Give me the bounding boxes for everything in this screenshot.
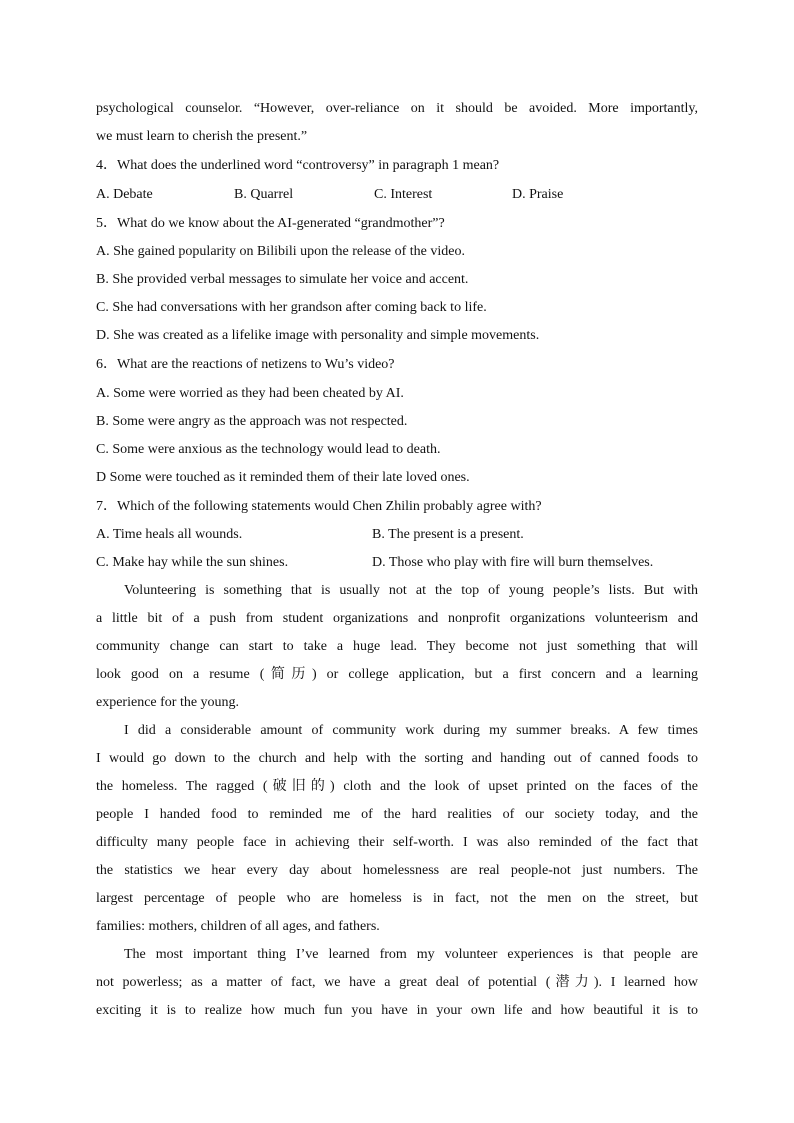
question-6: [96, 350, 698, 492]
passage-line: people I handed food to reminded me of the hard realities of our society today, and the: [96, 807, 698, 822]
question-stem: 7．Which of the following statements would Chen Zhilin probably agree with?: [96, 498, 542, 514]
question-stem: 4．What does the underlined word “controversy” in paragraph 1 mean?: [96, 158, 500, 173]
option-a[interactable]: A. She gained popularity on Bilibili upon the release of the video.: [96, 244, 465, 259]
option-c[interactable]: C. Interest: [374, 186, 433, 202]
passage-line: look good on a resume (简历) or college application, but a first concern and a learning: [96, 667, 698, 682]
paragraph-1: [96, 577, 698, 717]
passage-line: psychological counselor. “However, over-reliance on it should be avoided. More importantly,: [96, 101, 698, 116]
passage-line: not powerless; as a matter of fact, we have a great deal of potential (潜力). I learned how: [96, 975, 698, 990]
option-c[interactable]: C. Some were anxious as the technology would lead to death.: [96, 441, 441, 457]
option-d[interactable]: D Some were touched as it reminded them of their late loved ones.: [96, 469, 470, 485]
option-a[interactable]: A. Time heals all wounds.: [96, 527, 243, 542]
passage-line: families: mothers, children of all ages, and fathers.: [96, 919, 380, 934]
options-row: [96, 549, 698, 577]
passage-line: I did a considerable amount of community work during my summer breaks. A few times: [124, 723, 698, 738]
option-d[interactable]: D. She was created as a lifelike image with personality and simple movements.: [96, 328, 540, 343]
question-7: [96, 492, 698, 578]
option-d[interactable]: D. Praise: [512, 186, 564, 202]
passage-line: a little bit of a push from student organizations and nonprofit organizations volunteerism and: [96, 611, 698, 626]
passage-line: exciting it is to realize how much fun you have in your own life and how beautiful it is to: [96, 1003, 698, 1018]
option-b[interactable]: B. Some were angry as the approach was not respected.: [96, 413, 408, 429]
passage-line: Volunteering is something that is usually not at the top of young people’s lists. But with: [124, 583, 698, 598]
question-4: [96, 151, 698, 209]
passage-line: I would go down to the church and help with the sorting and handing out of canned foods to: [96, 751, 698, 766]
passage-line: largest percentage of people who are homeless is in fact, not the men on the street, but: [96, 891, 698, 906]
passage-line: The most important thing I’ve learned from my volunteer experiences is that people are: [124, 947, 698, 962]
passage-line: we must learn to cherish the present.”: [96, 129, 308, 144]
question-stem: 5．What do we know about the AI-generated “grandmother”?: [96, 215, 445, 231]
reading-passage: [96, 577, 698, 1025]
passage-line: difficulty many people face in achieving their self-worth. I was also reminded of the fact that: [96, 835, 698, 850]
passage-line: the homeless. The ragged (破旧的) cloth and the look of upset printed on the faces of the: [96, 779, 698, 794]
option-b[interactable]: B. The present is a present.: [372, 527, 524, 542]
options-row: [96, 521, 698, 549]
passage-line: community change can start to take a huge lead. They become not just something that will: [96, 639, 698, 654]
question-stem: 6．What are the reactions of netizens to Wu’s video?: [96, 357, 395, 372]
option-a[interactable]: A. Some were worried as they had been cheated by AI.: [96, 385, 404, 401]
option-b[interactable]: B. She provided verbal messages to simulate her voice and accent.: [96, 272, 469, 287]
question-5: [96, 209, 698, 351]
passage-line: the statistics we hear every day about homelessness are real people-not just numbers. The: [96, 863, 698, 878]
page-content: [96, 95, 698, 1025]
passage-line: experience for the young.: [96, 695, 240, 710]
option-b[interactable]: B. Quarrel: [234, 186, 294, 202]
paragraph-3: [96, 941, 698, 1025]
option-c[interactable]: C. Make hay while the sun shines.: [96, 555, 289, 570]
options-row: [96, 181, 698, 209]
option-c[interactable]: C. She had conversations with her grandson after coming back to life.: [96, 300, 487, 315]
option-a[interactable]: A. Debate: [96, 186, 153, 202]
previous-passage-ending: [96, 95, 698, 151]
option-d[interactable]: D. Those who play with fire will burn themselves.: [372, 555, 654, 570]
paragraph-2: [96, 717, 698, 941]
